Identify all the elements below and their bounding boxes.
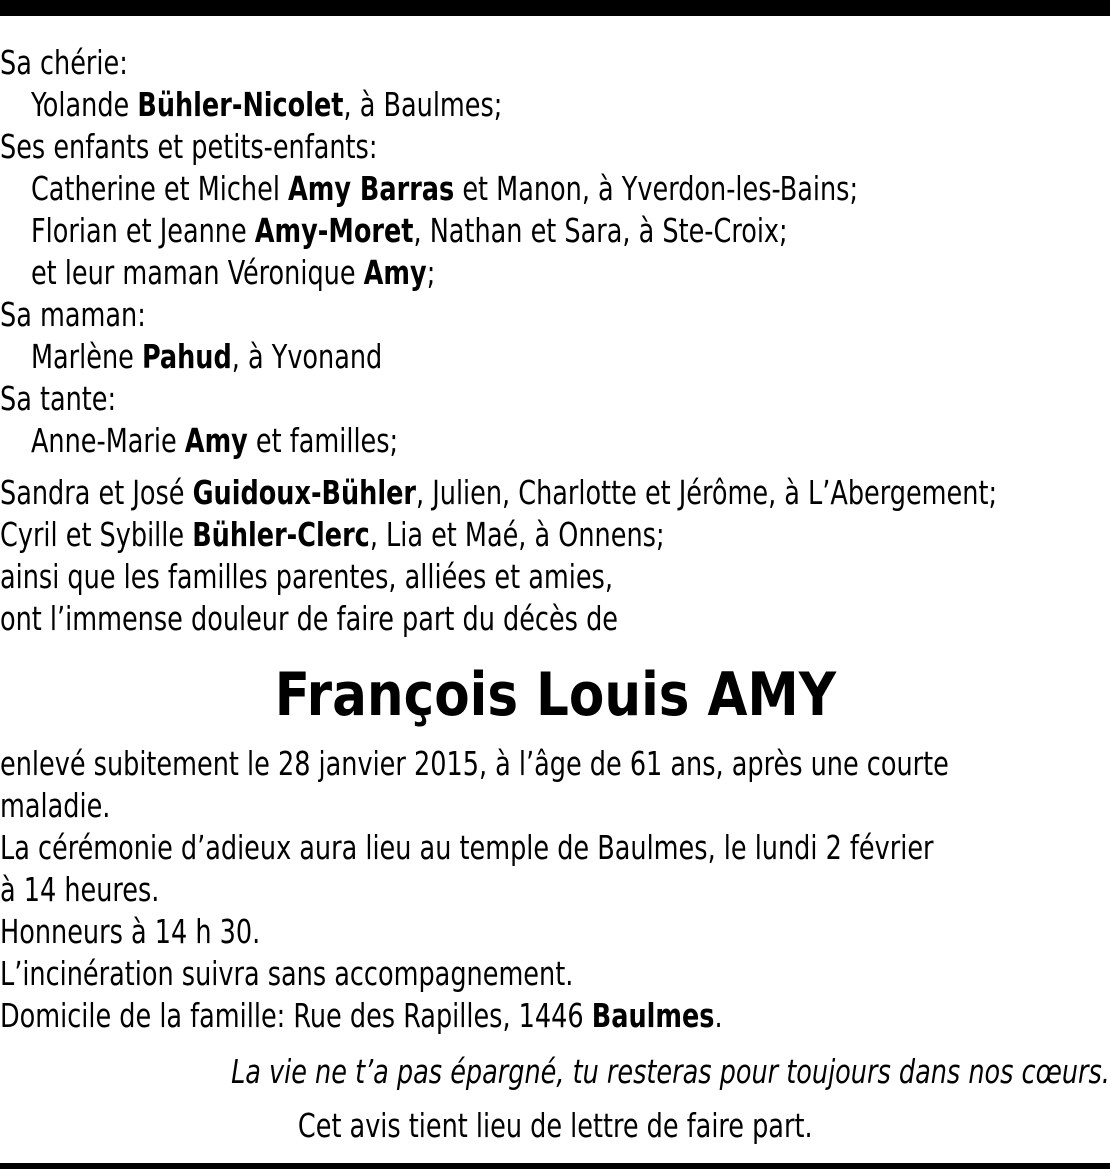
other-entry-2 <box>0 514 1109 556</box>
details-line-6: L’incinération suivra sans accompagnement. <box>0 954 574 993</box>
details-line-3: La cérémonie d’adieux aura lieu au temple de Baulmes, le lundi 2 février <box>0 828 934 867</box>
address-town: Baulmes <box>591 996 715 1035</box>
entry-rest: , Julien, Charlotte et Jérôme, à L’Abergement; <box>416 473 998 512</box>
aunt-entry <box>0 420 1109 462</box>
family-name: Amy Barras <box>288 169 455 208</box>
family-name: Amy <box>184 421 248 460</box>
entry-rest: , Nathan et Sara, à Ste-Croix; <box>413 211 788 250</box>
family-name: Bühler-Nicolet <box>137 85 344 124</box>
details-line-7 <box>0 995 1109 1037</box>
child-entry-3 <box>0 252 1109 294</box>
family-name: Amy <box>363 253 427 292</box>
details-line-4: à 14 heures. <box>0 870 160 909</box>
first-names: Yolande <box>30 85 138 124</box>
memorial-quote-block <box>0 1050 1110 1094</box>
mother-heading: Sa maman: <box>0 295 146 334</box>
child-entry-2 <box>0 210 1109 252</box>
deceased-name-block <box>0 655 1110 735</box>
family-list <box>0 42 1109 640</box>
entry-rest: et familles; <box>247 421 399 460</box>
address-end: . <box>714 996 723 1035</box>
entry-rest: , à Yvonand <box>231 337 383 376</box>
entry-rest: et Manon, à Yverdon-les-Bains; <box>454 169 859 208</box>
family-name: Pahud <box>141 337 232 376</box>
details-line-5: Honneurs à 14 h 30. <box>0 912 261 951</box>
bottom-rule <box>0 1163 1110 1169</box>
address-text: Domicile de la famille: Rue des Rapilles, 1446 <box>0 996 592 1035</box>
notice-text: Cet avis tient lieu de lettre de faire part. <box>297 1106 813 1145</box>
details-line-1: enlevé subitement le 28 janvier 2015, à l’âge de 61 ans, après une courte <box>0 744 949 783</box>
details-line-2: maladie. <box>0 786 111 825</box>
first-names: Florian et Jeanne <box>30 211 255 250</box>
partner-heading: Sa chérie: <box>0 43 128 82</box>
family-name: Guidoux-Bühler <box>192 473 417 512</box>
entry-rest: , Lia et Maé, à Onnens; <box>369 515 665 554</box>
closing-line-1: ainsi que les familles parentes, alliées et amies, <box>0 557 613 596</box>
first-names: Cyril et Sybille <box>0 515 193 554</box>
memorial-quote: La vie ne t’a pas épargné, tu resteras pour toujours dans nos cœurs. <box>231 1052 1110 1091</box>
family-name: Amy-Moret <box>254 211 414 250</box>
first-names: et leur maman Véronique <box>30 253 364 292</box>
aunt-heading: Sa tante: <box>0 379 117 418</box>
first-names: Sandra et José <box>0 473 193 512</box>
first-names: Marlène <box>30 337 142 376</box>
partner-entry <box>0 84 1109 126</box>
first-names: Catherine et Michel <box>30 169 289 208</box>
entry-rest: , à Baulmes; <box>343 85 503 124</box>
notice-block <box>0 1104 1110 1148</box>
spacer <box>0 462 1109 472</box>
family-name: Bühler-Clerc <box>192 515 370 554</box>
ceremony-details <box>0 743 1109 1037</box>
first-names: Anne-Marie <box>30 421 185 460</box>
children-heading: Ses enfants et petits-enfants: <box>0 127 378 166</box>
child-entry-1 <box>0 168 1109 210</box>
mother-entry <box>0 336 1109 378</box>
top-rule <box>0 0 1110 16</box>
other-entry-1 <box>0 472 1109 514</box>
entry-rest: ; <box>426 253 436 292</box>
deceased-name: François Louis AMY <box>274 660 836 730</box>
closing-line-2: ont l’immense douleur de faire part du décès de <box>0 599 619 638</box>
